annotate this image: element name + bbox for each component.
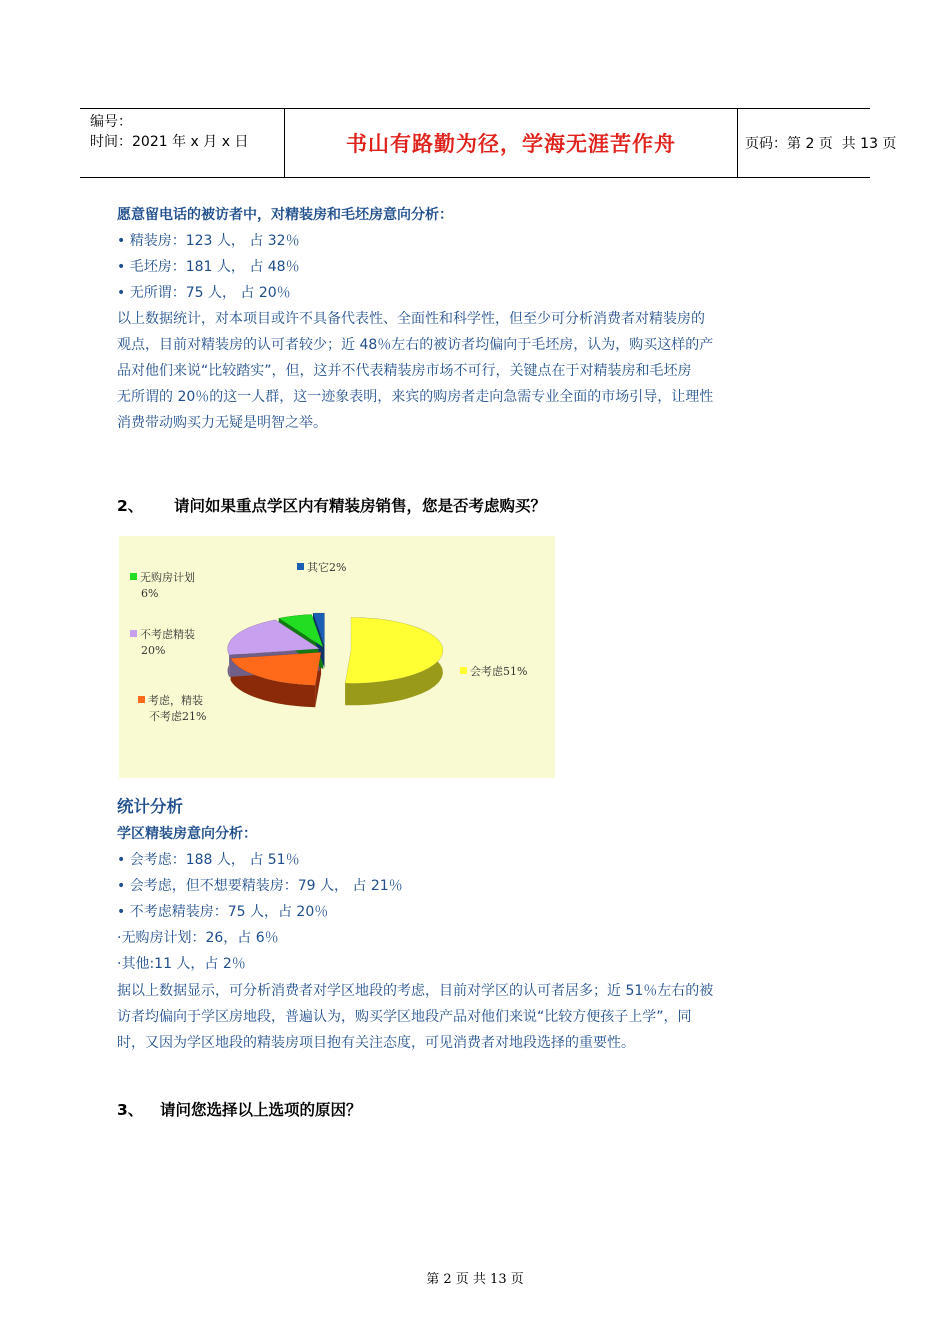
question3-number: 3、 [117,1101,144,1119]
section1-paragraph [117,306,839,436]
question2-text: 请问如果重点学区内有精装房销售，您是否考虑购买？ [174,497,547,515]
section1-item-2: • 毛坯房：181 人， 占 48％ [117,259,300,275]
section2-item-5: ·其他:11 人，占 2％ [117,956,246,972]
section2-heading: 统计分析 [117,797,183,816]
header-motto: 书山有路勤为径，学海无涯苦作舟 [284,109,738,177]
legend-considerbut-label: 考虑，精装 [148,694,203,707]
legend-notconsider-label: 不考虑精装 [140,628,195,641]
legend-consider [460,664,527,680]
legend-swatch-notconsider [130,630,137,637]
header-time-label: 时间：2021 年 x 月 x 日 [90,134,249,150]
section2-paragraph [117,978,839,1056]
section2-item-4: ·无购房计划：26，占 6％ [117,930,279,946]
section2-paragraph-line: 时，又因为学区地段的精装房项目抱有关注态度，可见消费者对地段选择的重要性。 [117,1035,635,1051]
legend-noplan-pct: 6% [141,587,159,600]
header-left-cell [80,109,284,177]
legend-swatch-noplan [130,573,137,580]
section1-paragraph-line: 消费带动购买力无疑是明智之举。 [117,415,327,431]
question3-text: 请问您选择以上选项的原因？ [160,1101,362,1119]
section2-title: 学区精装房意向分析： [117,826,257,842]
section2-item-2: • 会考虑，但不想要精装房：79 人， 占 21％ [117,878,403,894]
header-number-label: 编号： [90,114,132,130]
legend-considerbut [138,693,206,725]
legend-considerbut-pct: 不考虑21% [149,710,207,723]
pie-chart [119,536,555,778]
header-page-cell [736,109,897,177]
legend-consider-label: 会考虑51% [470,665,528,678]
section1-paragraph-line: 无所谓的 20％的这一人群，这一迹象表明，来宾的购房者走向急需专业全面的市场引导，让理性 [117,389,714,405]
legend-other-label: 其它2% [307,561,347,574]
section1-item-1: • 精装房：123 人， 占 32％ [117,233,300,249]
legend-swatch-considerbut [138,696,145,703]
page-footer: 第 2 页 共 13 页 [426,1272,524,1287]
legend-other [297,560,346,576]
legend-swatch-consider [460,667,467,674]
page-header [80,108,897,178]
section2-item-3: • 不考虑精装房：75 人，占 20％ [117,904,329,920]
section1-paragraph-line: 以上数据统计，对本项目或许不具备代表性、全面性和科学性，但至少可分析消费者对精装房的 [117,311,705,327]
section1-paragraph-line: 观点，目前对精装房的认可者较少；近 48％左右的被访者均偏向于毛坯房，认为，购买这样的产 [117,337,714,353]
section1-item-3: • 无所谓：75 人， 占 20％ [117,285,291,301]
legend-notconsider [130,627,195,659]
section2-paragraph-line: 据以上数据显示，可分析消费者对学区地段的考虑，目前对学区的认可者居多；近 51％左右的被 [117,983,714,999]
section1-title: 愿意留电话的被访者中，对精装房和毛坯房意向分析： [117,207,453,223]
section2-item-1: • 会考虑：188 人， 占 51％ [117,852,300,868]
question2-number: 2、 [117,497,144,515]
legend-notconsider-pct: 20% [141,644,166,657]
section1-paragraph-line: 品对他们来说“比较踏实”，但，这并不代表精装房市场不可行，关键点在于对精装房和毛坯房 [117,363,692,379]
legend-swatch-other [297,563,304,570]
section2-paragraph-line: 访者均偏向于学区房地段，普遍认为，购买学区地段产品对他们来说“比较方便孩子上学”，同 [117,1009,692,1025]
header-page-label: 页码：第 2 页 共 13 页 [745,136,897,152]
legend-noplan-label: 无购房计划 [140,571,195,584]
legend-noplan [130,570,195,602]
